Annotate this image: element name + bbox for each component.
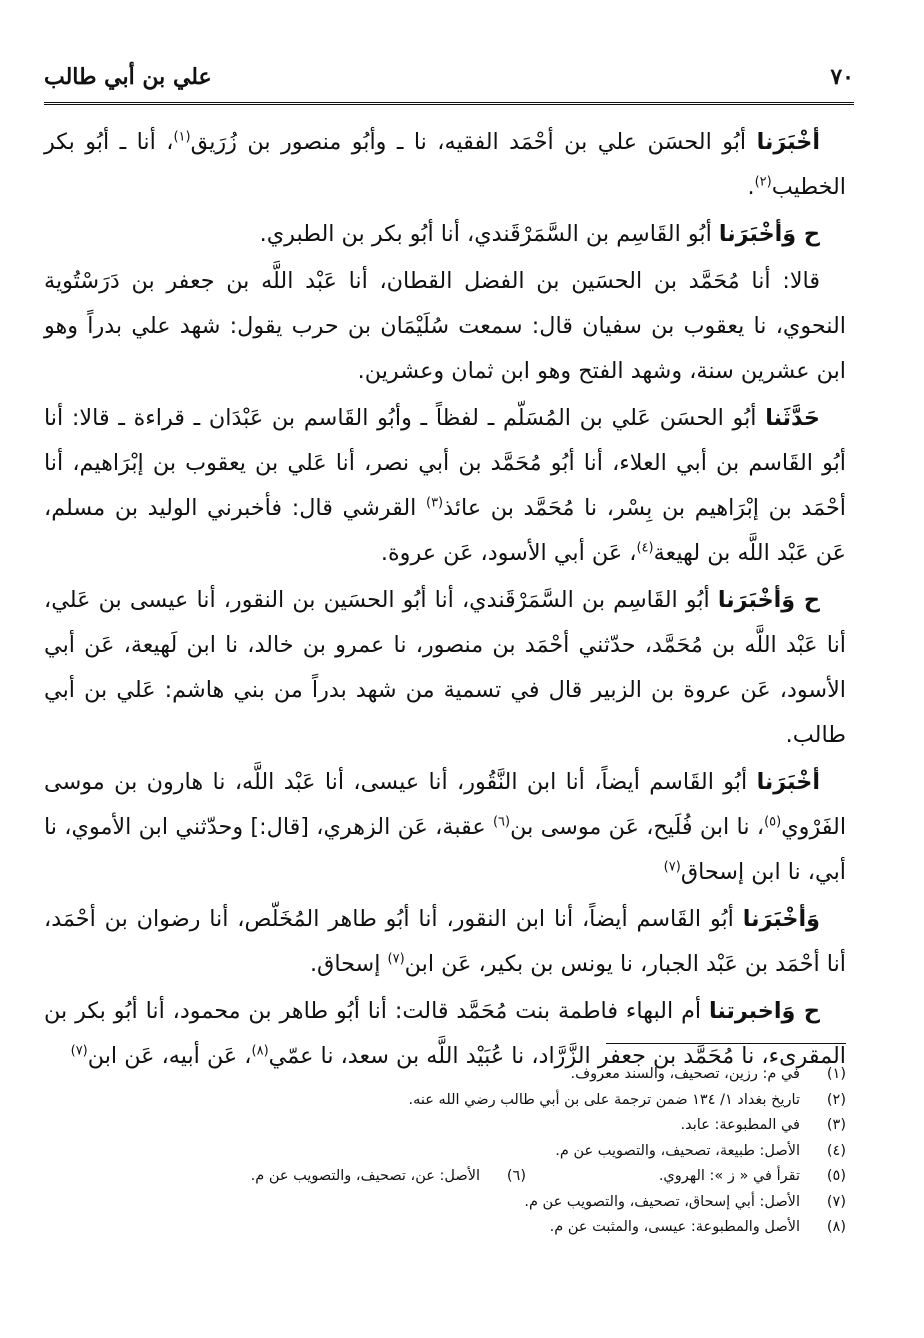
paragraph-text: ، عَن أبي الأسود، عَن عروة. (380, 540, 637, 566)
footnote-ref: (٧) (387, 951, 405, 967)
paragraph-2 (44, 212, 846, 257)
paragraph-keyword: وَأخْبَرَنا (742, 906, 820, 932)
footnote-ref: (٧) (663, 859, 681, 875)
footnote-item (44, 1190, 846, 1216)
footnote-ref: (٢) (754, 174, 772, 190)
paragraph-text: أبُو القَاسِم بن السَّمَرْقَندي، أنا أبُو بكر بن الطبري. (259, 221, 719, 247)
paragraph-text: ، عَن أبيه، عَن ابن (87, 1043, 252, 1069)
paragraph-text: ، أنا ـ أبُو بكر الخطيب (44, 129, 846, 200)
page-header (44, 64, 854, 98)
page-number: ٧٠ (830, 64, 854, 90)
footnote-number: (١) (826, 1066, 846, 1082)
paragraph-text: أبُو القَاسم أيضاً، أنا ابن النَّقُور، أنا عيسى، أنا عَبْد اللَّه، نا هارون بن موسى الفَرْوي (44, 769, 847, 840)
footnote-number: (٧) (826, 1193, 846, 1210)
footnote-ref: (٤) (636, 540, 654, 556)
footnote-text: في المطبوعة: عابد. (680, 1117, 800, 1133)
paragraph-keyword: ح وَأخْبَرَنا (717, 587, 820, 613)
footnotes (44, 1062, 846, 1241)
paragraph-text: أبُو الحسَن علي بن أحْمَد الفقيه، نا ـ وأبُو منصور بن زُرَيق (190, 129, 757, 155)
main-text (44, 120, 846, 1079)
footnote-text: الأصل والمطبوعة: عيسى، والمثبت عن م. (549, 1219, 800, 1235)
footnote-separator (606, 1043, 846, 1044)
footnote-ref: (٣) (425, 495, 444, 511)
footnote-ref: (٦) (492, 814, 511, 830)
paragraph-keyword: حَدَّثَنا (765, 405, 820, 431)
paragraph-text: قالا: أنا مُحَمَّد بن الحسَين بن الفضل القطان، أنا عَبْد اللَّه بن جعفر بن دَرَسْتُوية النحوي، نا يعقوب بن سفيان قال: سمعت سُلَيْمَان بن حرب يقول: شهد علي بدراً وهو ابن عشرين سنة، وشهد الفتح وهو ابن ثمان وعشرين. (44, 268, 846, 384)
footnote-text: تاريخ بغداد ١/ ١٣٤ ضمن ترجمة على بن أبي طالب رضي الله عنه. (408, 1091, 800, 1108)
footnote-number: (٣) (826, 1117, 846, 1133)
footnote-number: (٨) (826, 1219, 846, 1235)
footnote-ref: (٧) (70, 1043, 88, 1059)
footnote-number: (٥) (826, 1168, 846, 1184)
footnote-number: (٤) (826, 1142, 846, 1159)
footnote-item (44, 1139, 846, 1165)
footnote-text: الأصل: طبيعة، تصحيف، والتصويب عن م. (555, 1142, 800, 1159)
paragraph-1 (44, 120, 846, 210)
footnote-item (44, 1062, 846, 1088)
paragraph-text: عقبة، عَن الزهري، [قال:] وحدّثني ابن الأموي، نا أبي، نا ابن إسحاق (44, 814, 846, 885)
paragraph-6 (44, 760, 846, 895)
footnote-text: الأصل: عن، تصحيف، والتصويب عن م. (250, 1168, 480, 1184)
paragraph-5 (44, 578, 846, 758)
footnote-ref: (٨) (251, 1043, 269, 1059)
footnote-text: الأصل: أبي إسحاق، تصحيف، والتصويب عن م. (524, 1193, 800, 1210)
paragraph-text: أبُو القَاسم أيضاً، أنا ابن النقور، أنا أبُو طاهر المُخَلّص، أنا رضوان بن أحْمَد، أنا أحْمَد بن عَبْد الجبار، نا يونس بن بكير، عَن ابن (44, 906, 846, 977)
running-title: علي بن أبي طالب (44, 64, 212, 90)
paragraph-text: إسحاق. (309, 951, 388, 977)
footnote-text: في م: رزين، تصحيف، والسند معروف. (570, 1066, 800, 1082)
header-rule (44, 102, 854, 105)
paragraph-text: أبُو القَاسِم بن السَّمَرْقَندي، أنا أبُو الحسَين بن النقور، أنا عيسى بن عَلي، أنا عَبْد اللَّه بن مُحَمَّد، حدّثني أحْمَد بن منصور، نا عمرو بن خالد، نا ابن لَهيعة، عَن أبي الأسود، عَن عروة بن الزبير قال في تسمية من شهد بدراً من بني هاشم: عَلي بن أبي طالب. (44, 587, 846, 748)
paragraph-keyword: أخْبَرَنا (756, 129, 821, 155)
paragraph-text: ، نا ابن فُلَيح، عَن موسى بن (510, 814, 765, 840)
footnote-item (44, 1215, 846, 1241)
paragraph-text: أبُو الحسَن عَلي بن المُسَلّم ـ لفظاً ـ وأبُو القَاسم بن عَبْدَان ـ قراءة ـ قالا: أنا أبُو القَاسم بن أبي العلاء، أنا أبُو مُحَمَّد بن أبي نصر، أنا عَلي بن يعقوب بن إبْرَاهيم، أنا أحْمَد بن إبْرَاهيم بن بِسْر، نا مُحَمَّد بن عائذ (44, 405, 846, 521)
footnote-pair (206, 1164, 526, 1190)
footnote-item (44, 1113, 846, 1139)
footnote-ref: (١) (173, 129, 191, 145)
footnote-item (44, 1164, 846, 1190)
footnote-ref: (٥) (764, 814, 782, 830)
footnote-pair (526, 1164, 846, 1190)
footnote-number: (٢) (826, 1091, 846, 1108)
paragraph-4 (44, 396, 846, 576)
paragraph-3 (44, 259, 846, 394)
footnote-number: (٦) (506, 1168, 526, 1184)
paragraph-keyword: ح وَأخْبَرَنا (718, 221, 820, 247)
paragraph-keyword: أخْبَرَنا (756, 769, 820, 795)
paragraph-7 (44, 897, 846, 987)
footnote-item (44, 1088, 846, 1114)
paragraph-text: القرشي قال: فأخبرني الوليد بن مسلم، عَن عَبْد اللَّه بن لهيعة (44, 495, 846, 566)
paragraph-text: أم البهاء فاطمة بنت مُحَمَّد قالت: أنا أبُو طاهر بن محمود، أنا أبُو بكر بن المقرىء، نا مُحَمَّد بن جعفر الزَّرَّاد، نا عُبَيْد اللَّه بن سعد، نا عمّي (44, 998, 846, 1069)
paragraph-text: . (747, 174, 755, 200)
footnote-text: تقرأ في « ز »: الهروي. (658, 1168, 800, 1184)
paragraph-keyword: ح وَاخبرتنا (708, 998, 820, 1024)
